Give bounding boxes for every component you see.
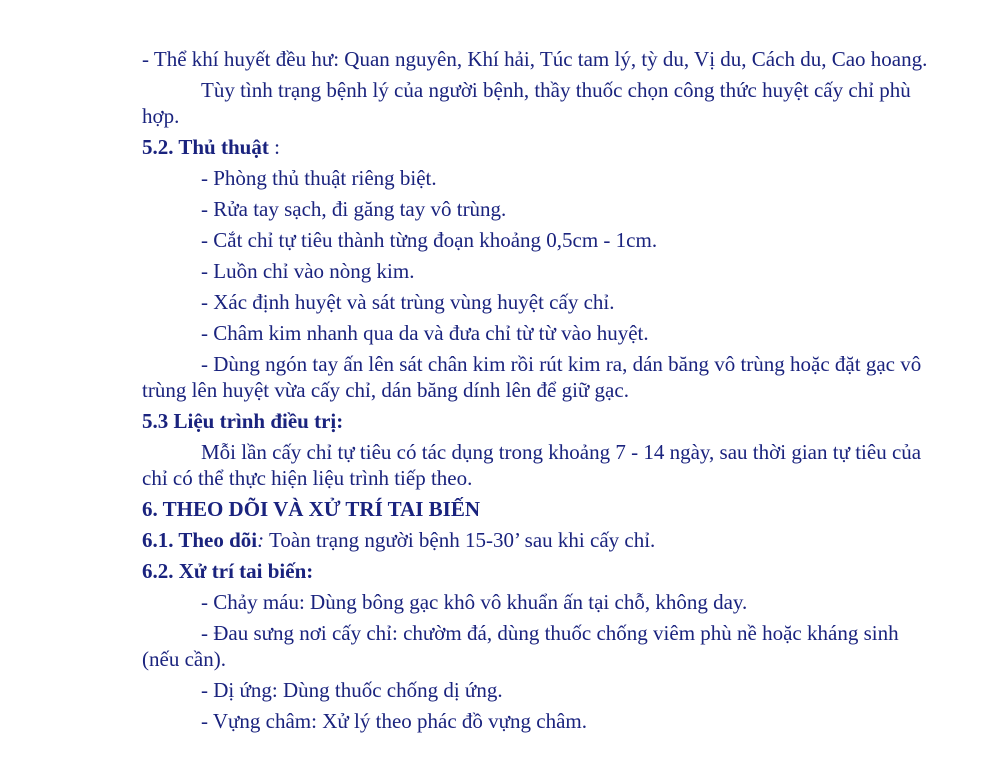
complication-item: - Dị ứng: Dùng thuốc chống dị ứng. <box>201 678 503 702</box>
section-6-title: 6. THEO DÕI VÀ XỬ TRÍ TAI BIẾN <box>142 497 481 521</box>
section-6-2-heading <box>142 558 940 584</box>
section-6-1-title: 6.1. Theo dõi <box>142 528 258 552</box>
section-6-1-colon: : <box>257 528 265 552</box>
section-5-2-colon: : <box>268 135 280 159</box>
procedure-item: - Cắt chỉ tự tiêu thành từng đoạn khoảng 0,5cm - 1cm. <box>201 228 658 252</box>
section-6-heading <box>142 496 940 522</box>
acupoint-selection-paragraph: Tùy tình trạng bệnh lý của người bệnh, thầy thuốc chọn công thức huyệt cấy chỉ phù hợp. <box>142 78 911 128</box>
procedure-item: - Dùng ngón tay ấn lên sát chân kim rồi rút kim ra, dán băng vô trùng hoặc đặt gạc vô trùng lên huyệt vừa cấy chỉ, dán băng dính lên để giữ gạc. <box>142 352 922 402</box>
section-5-3-heading <box>142 408 940 434</box>
section-6-1-text: Toàn trạng người bệnh 15-30’ sau khi cấy chỉ. <box>264 528 656 552</box>
complication-item: - Đau sưng nơi cấy chỉ: chườm đá, dùng thuốc chống viêm phù nề hoặc kháng sinh (nếu cần). <box>142 621 899 671</box>
procedure-item: - Xác định huyệt và sát trùng vùng huyệt cấy chỉ. <box>201 290 615 314</box>
section-5-2-title: 5.2. Thủ thuật <box>142 135 269 159</box>
procedure-item: - Phòng thủ thuật riêng biệt. <box>201 166 437 190</box>
section-6-2-title: 6.2. Xử trí tai biến: <box>142 559 314 583</box>
complication-item: - Chảy máu: Dùng bông gạc khô vô khuẩn ấn tại chỗ, không day. <box>201 590 748 614</box>
section-5-3-title: 5.3 Liệu trình điều trị: <box>142 409 344 433</box>
procedure-item: - Luồn chỉ vào nòng kim. <box>201 259 415 283</box>
procedure-item: - Châm kim nhanh qua da và đưa chỉ từ từ vào huyệt. <box>201 321 649 345</box>
acupoint-line-khi-huyet: - Thể khí huyết đều hư: Quan nguyên, Khí hải, Túc tam lý, tỳ du, Vị du, Cách du, Cao hoang. <box>142 47 928 71</box>
section-5-2-heading <box>142 134 940 160</box>
section-6-1-line <box>142 527 940 553</box>
complication-item: - Vựng châm: Xử lý theo phác đồ vựng châm. <box>201 709 588 733</box>
treatment-course-paragraph: Mỗi lần cấy chỉ tự tiêu có tác dụng trong khoảng 7 - 14 ngày, sau thời gian tự tiêu của chỉ có thể thực hiện liệu trình tiếp theo. <box>142 440 922 490</box>
procedure-item: - Rửa tay sạch, đi găng tay vô trùng. <box>201 197 507 221</box>
